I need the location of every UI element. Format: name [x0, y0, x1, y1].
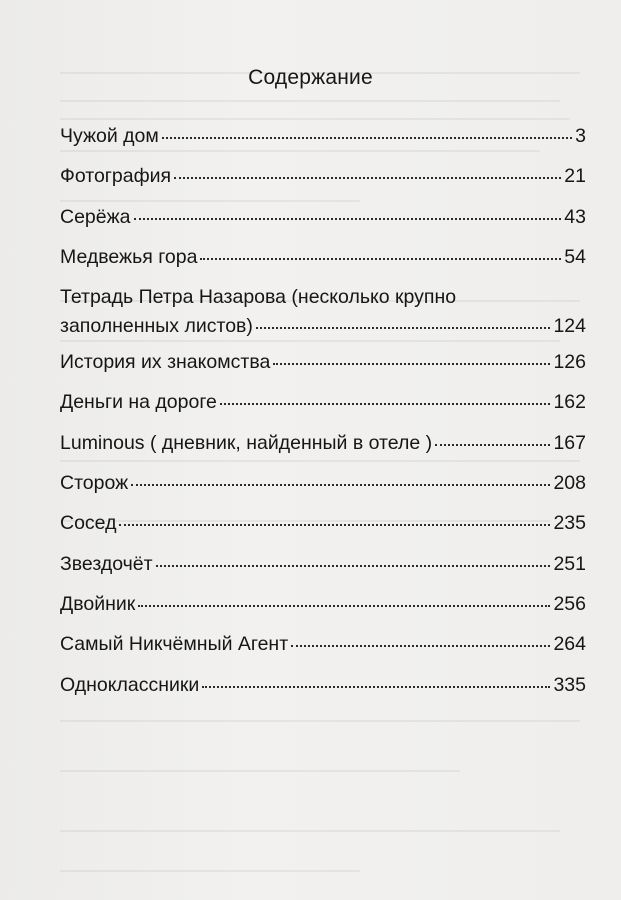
toc-entry-page: 54 [564, 245, 586, 268]
toc-entry-page: 264 [553, 633, 586, 656]
toc-entry-page: 335 [553, 673, 586, 696]
toc-entry[interactable] [60, 429, 586, 469]
toc-entry[interactable] [60, 203, 586, 243]
toc-entry-page: 21 [564, 165, 586, 188]
toc-entry-title: Звездочёт [60, 552, 153, 575]
toc-entry[interactable] [60, 671, 586, 711]
dot-leader [435, 444, 550, 446]
toc-entry-title: Luminous ( дневник, найденный в отеле ) [60, 431, 433, 454]
toc-entry-page: 251 [553, 552, 586, 575]
bleed-through-line [60, 100, 560, 102]
bleed-through-line [60, 118, 570, 120]
dot-leader [202, 686, 550, 688]
toc-entry-title: Фотография [60, 165, 172, 188]
dot-leader [119, 524, 550, 526]
toc-entry-page: 124 [553, 315, 586, 338]
toc-entry-title: Серёжа [60, 205, 131, 228]
toc-entry-title: Чужой дом [60, 125, 159, 147]
toc-entry-title: Сторож [60, 472, 129, 495]
dot-leader [138, 605, 550, 607]
toc-entry[interactable] [60, 243, 586, 283]
dot-leader [256, 327, 551, 329]
toc-entry-title-line1: Тетрадь Петра Назарова (несколько крупно [60, 286, 457, 309]
dot-leader [156, 565, 551, 567]
dot-leader [273, 363, 550, 365]
dot-leader [174, 177, 561, 179]
toc-entry-title: Самый Никчёмный Агент [60, 633, 289, 656]
toc-entry[interactable] [60, 283, 586, 348]
bleed-through-line [60, 870, 360, 872]
toc-entry-title: Сосед [60, 512, 117, 535]
dot-leader [162, 137, 572, 139]
toc-entry-page: 43 [564, 205, 586, 228]
toc-entry[interactable] [60, 509, 586, 549]
dot-leader [291, 645, 550, 647]
toc-entry-title: Двойник [60, 592, 136, 615]
dot-leader [200, 258, 561, 260]
bleed-through-line [60, 770, 460, 772]
page-title: Содержание [248, 66, 373, 89]
toc-entry-page: 162 [553, 391, 586, 414]
toc-entry[interactable] [60, 388, 586, 428]
toc-entry-page: 3 [575, 125, 586, 147]
toc-entry-page: 167 [553, 431, 586, 454]
toc-entry[interactable] [60, 348, 586, 388]
toc-entry[interactable] [60, 469, 586, 509]
toc-entry[interactable] [60, 550, 586, 590]
bleed-through-line [60, 720, 580, 722]
toc-entry-title: Медвежья гора [60, 245, 198, 268]
toc-entry-page: 208 [553, 472, 586, 495]
toc-entry-page: 235 [553, 512, 586, 535]
toc-entry-title-line2: заполненных листов) [60, 315, 253, 338]
toc-entry[interactable] [60, 122, 586, 162]
toc-entry-title: Одноклассники [60, 673, 200, 696]
toc-entry[interactable] [60, 630, 586, 670]
bleed-through-line [60, 830, 560, 832]
toc-entry[interactable] [60, 162, 586, 202]
toc-entry-page: 256 [553, 592, 586, 615]
toc-entry-title: История их знакомства [60, 351, 271, 374]
dot-leader [131, 484, 550, 486]
dot-leader [220, 403, 551, 405]
dot-leader [134, 218, 562, 220]
toc-entry-page: 126 [553, 351, 586, 374]
toc-entry[interactable] [60, 590, 586, 630]
toc-entry-title: Деньги на дороге [60, 391, 217, 414]
table-of-contents [60, 122, 586, 711]
